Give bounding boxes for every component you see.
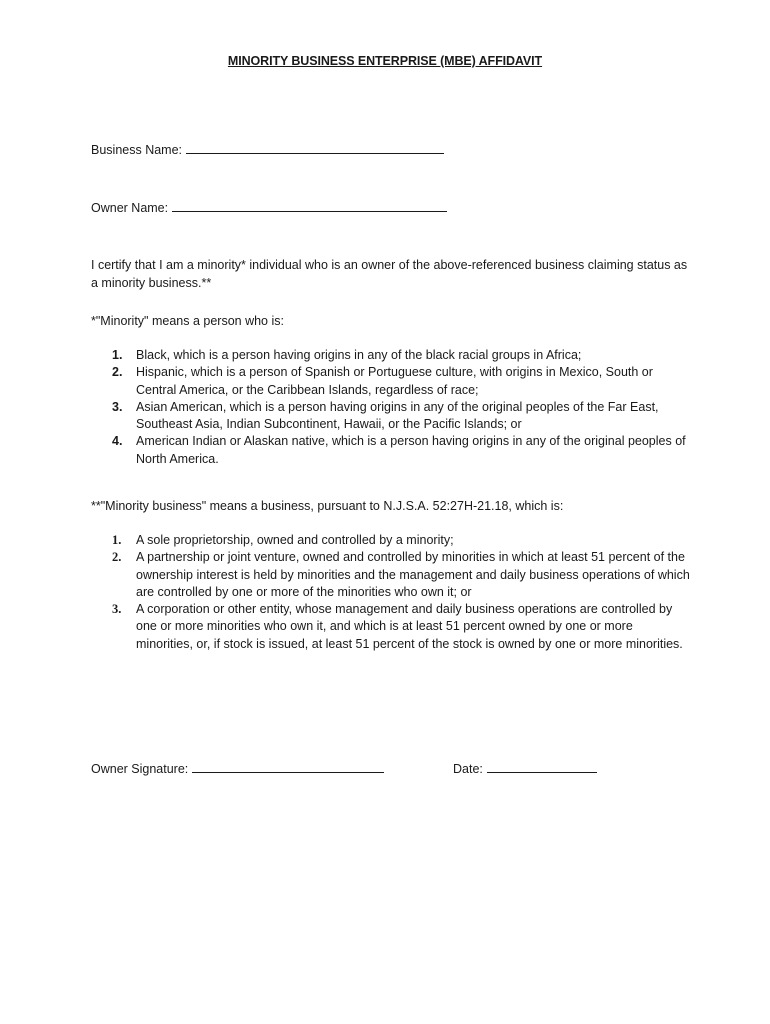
document-title: MINORITY BUSINESS ENTERPRISE (MBE) AFFIDAVIT — [227, 54, 543, 68]
business-name-label: Business Name: — [91, 143, 183, 157]
date-row — [453, 761, 597, 776]
owner-signature-field[interactable] — [192, 761, 384, 773]
business-definition-intro: **"Minority business" means a business, pursuant to N.J.S.A. 52:27H-21.18, which is: — [91, 499, 564, 513]
list-item: 1. A sole proprietorship, owned and controlled by a minority; — [112, 533, 454, 547]
list-item: 3. Asian American, which is a person having origins in any of the original peoples of the Far East, Southeast Asia, Indian Subcontinent, Hawaii, or the Pacific Islands; or — [112, 399, 659, 432]
list-item: 2. Hispanic, which is a person of Spanish or Portuguese culture, with origins in Mexico, South or Central America, or the Caribbean Islands, regardless of race; — [112, 365, 653, 397]
owner-name-row — [91, 200, 447, 215]
business-name-field[interactable] — [186, 142, 444, 154]
list-item: 4. American Indian or Alaskan native, which is a person having origins in any of the original peoples of North America. — [112, 434, 686, 466]
owner-signature-label: Owner Signature: — [91, 762, 189, 776]
business-definition-list — [91, 532, 691, 653]
owner-name-label: Owner Name: — [91, 201, 169, 215]
minority-definition-intro: *"Minority" means a person who is: — [91, 314, 284, 328]
list-item: 2. A partnership or joint venture, owned and controlled by minorities in which at least 51 percent of the ownership interest is held by minorities and the management and daily business operations of which are controlled by one or more of the minorities who own it; or — [112, 550, 690, 599]
business-name-row — [91, 142, 444, 157]
list-item: 1. Black, which is a person having origins in any of the black racial groups in Africa; — [112, 348, 582, 362]
owner-name-field[interactable] — [172, 200, 447, 212]
certification-statement: I certify that I am a minority* individual who is an owner of the above-referenced business claiming status as a minority business.** — [91, 258, 688, 290]
date-label: Date: — [453, 762, 483, 776]
list-item: 3. A corporation or other entity, whose management and daily business operations are controlled by one or more minorities who own it, and which is at least 51 percent owned by one or more minorities, or, if stock is issued, at least 51 percent of the stock is owned by one or more minorities. — [112, 602, 683, 651]
minority-definition-list — [91, 347, 691, 468]
date-field[interactable] — [487, 761, 597, 773]
owner-signature-row — [91, 761, 384, 776]
